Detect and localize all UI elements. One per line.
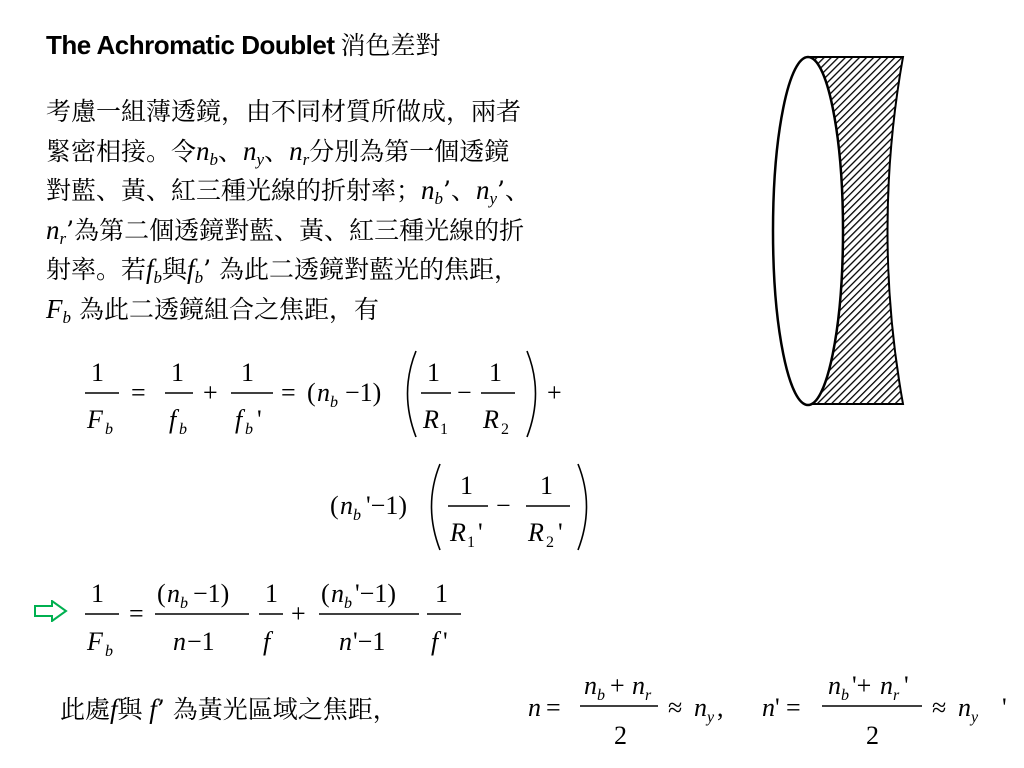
svg-text:'+: '+ [852, 671, 872, 700]
svg-text:1: 1 [440, 421, 448, 438]
svg-text:1: 1 [91, 358, 104, 387]
svg-text:n: n [317, 378, 330, 407]
svg-text:−1): −1) [193, 579, 230, 608]
svg-text:r: r [645, 687, 652, 704]
svg-text:1: 1 [171, 358, 184, 387]
svg-text:': ' [478, 518, 483, 547]
svg-text:': ' [257, 405, 262, 434]
svg-text:b: b [344, 595, 352, 612]
svg-text:=: = [546, 693, 561, 722]
svg-text:,: , [717, 693, 724, 722]
svg-text:b: b [353, 507, 361, 524]
svg-text:n: n [167, 579, 180, 608]
svg-text:2: 2 [866, 721, 879, 750]
svg-text:2: 2 [614, 721, 627, 750]
svg-text:1: 1 [265, 579, 278, 608]
svg-text:=: = [131, 378, 146, 407]
svg-text:f: f [235, 405, 243, 434]
title-chinese: 消色差對 [340, 31, 441, 60]
svg-text:=: = [786, 693, 801, 722]
svg-text:2: 2 [546, 534, 554, 551]
svg-text:n: n [958, 693, 971, 722]
svg-text:1: 1 [460, 471, 473, 500]
svg-text:n: n [340, 491, 353, 520]
svg-text:1: 1 [241, 358, 254, 387]
svg-text:F: F [87, 627, 103, 656]
svg-text:n: n [762, 693, 775, 722]
para-line-2: 緊密相接。令$n_b$、$n_y$、$n_r$分別為第一個透鏡 [46, 135, 510, 169]
equation-combined-focal [85, 570, 475, 665]
svg-text:−1: −1 [187, 627, 215, 656]
svg-text:r: r [893, 687, 900, 704]
para-line-3: 對藍、黃、紅三種光線的折射率；$n_b$’、$n_y$’、 [46, 175, 530, 209]
svg-text:b: b [330, 394, 338, 411]
svg-text:R: R [528, 518, 544, 547]
para-line-4: $n_r$’為第二個透鏡對藍、黃、紅三種光線的折 [46, 214, 525, 248]
svg-text:n: n [173, 627, 186, 656]
equation-mean-index [524, 664, 1024, 764]
svg-text:2: 2 [501, 421, 509, 438]
svg-text:R: R [450, 518, 466, 547]
svg-text:+: + [291, 599, 306, 628]
equation-lensmaker-line2 [326, 456, 596, 556]
svg-text:−1): −1) [345, 378, 382, 407]
svg-text:n: n [828, 671, 841, 700]
para-line-6: $F_b$ 為此二透鏡組合之焦距，有 [46, 293, 379, 327]
equation-lensmaker-line1 [85, 343, 585, 443]
svg-text:(: ( [321, 579, 330, 608]
svg-text:−: − [457, 378, 472, 407]
svg-text:n: n [528, 693, 541, 722]
svg-text:+: + [610, 671, 625, 700]
svg-text:b: b [841, 687, 849, 704]
svg-text:1: 1 [540, 471, 553, 500]
svg-text:1: 1 [435, 579, 448, 608]
svg-text:n: n [694, 693, 707, 722]
svg-text:y: y [707, 709, 715, 726]
svg-text:'−1: '−1 [353, 627, 386, 656]
svg-text:': ' [558, 518, 563, 547]
svg-text:n: n [632, 671, 645, 700]
svg-text:n: n [331, 579, 344, 608]
svg-text:': ' [775, 693, 780, 722]
svg-text:F: F [87, 405, 103, 434]
svg-text:b: b [105, 643, 113, 660]
implies-arrow-icon [34, 600, 68, 622]
svg-text:n: n [880, 671, 893, 700]
svg-text:f: f [431, 627, 439, 656]
para-line-5: 射率。若$f_b$與$f_b$’ 為此二透鏡對藍光的焦距， [46, 254, 519, 288]
slide-title [46, 26, 441, 62]
convex-lens [773, 57, 843, 405]
svg-text:(: ( [157, 579, 166, 608]
svg-text:≈: ≈ [932, 693, 947, 722]
doublet-lens-diagram [760, 50, 910, 412]
svg-text:n: n [339, 627, 352, 656]
svg-text:1: 1 [427, 358, 440, 387]
title-english: The Achromatic Doublet [46, 30, 335, 60]
svg-text:': ' [443, 627, 448, 656]
svg-text:b: b [180, 595, 188, 612]
svg-text:b: b [179, 421, 187, 438]
svg-text:−: − [496, 491, 511, 520]
svg-text:≈: ≈ [668, 693, 683, 722]
svg-text:'−1): '−1) [355, 579, 397, 608]
svg-text:'−1): '−1) [366, 491, 408, 520]
svg-text:': ' [904, 671, 909, 700]
svg-text:b: b [105, 421, 113, 438]
svg-text:n: n [584, 671, 597, 700]
svg-text:f: f [263, 627, 271, 656]
svg-text:R: R [423, 405, 439, 434]
svg-text:1: 1 [489, 358, 502, 387]
svg-text:b: b [597, 687, 605, 704]
svg-text:': ' [1002, 693, 1007, 722]
svg-text:(: ( [307, 378, 316, 407]
intro-paragraph [46, 92, 706, 330]
bottom-note: 此處f與 f’ 為黃光區域之焦距， [60, 694, 398, 724]
svg-text:R: R [483, 405, 499, 434]
svg-text:f: f [169, 405, 177, 434]
svg-text:+: + [547, 378, 562, 407]
svg-text:=: = [129, 599, 144, 628]
para-line-1: 考慮一組薄透鏡，由不同材質所做成，兩者 [46, 97, 522, 126]
svg-text:1: 1 [91, 579, 104, 608]
svg-text:+: + [203, 378, 218, 407]
svg-text:1: 1 [467, 534, 475, 551]
svg-text:y: y [971, 709, 979, 726]
svg-text:(: ( [330, 491, 339, 520]
svg-text:b: b [245, 421, 253, 438]
svg-text:=: = [281, 378, 296, 407]
